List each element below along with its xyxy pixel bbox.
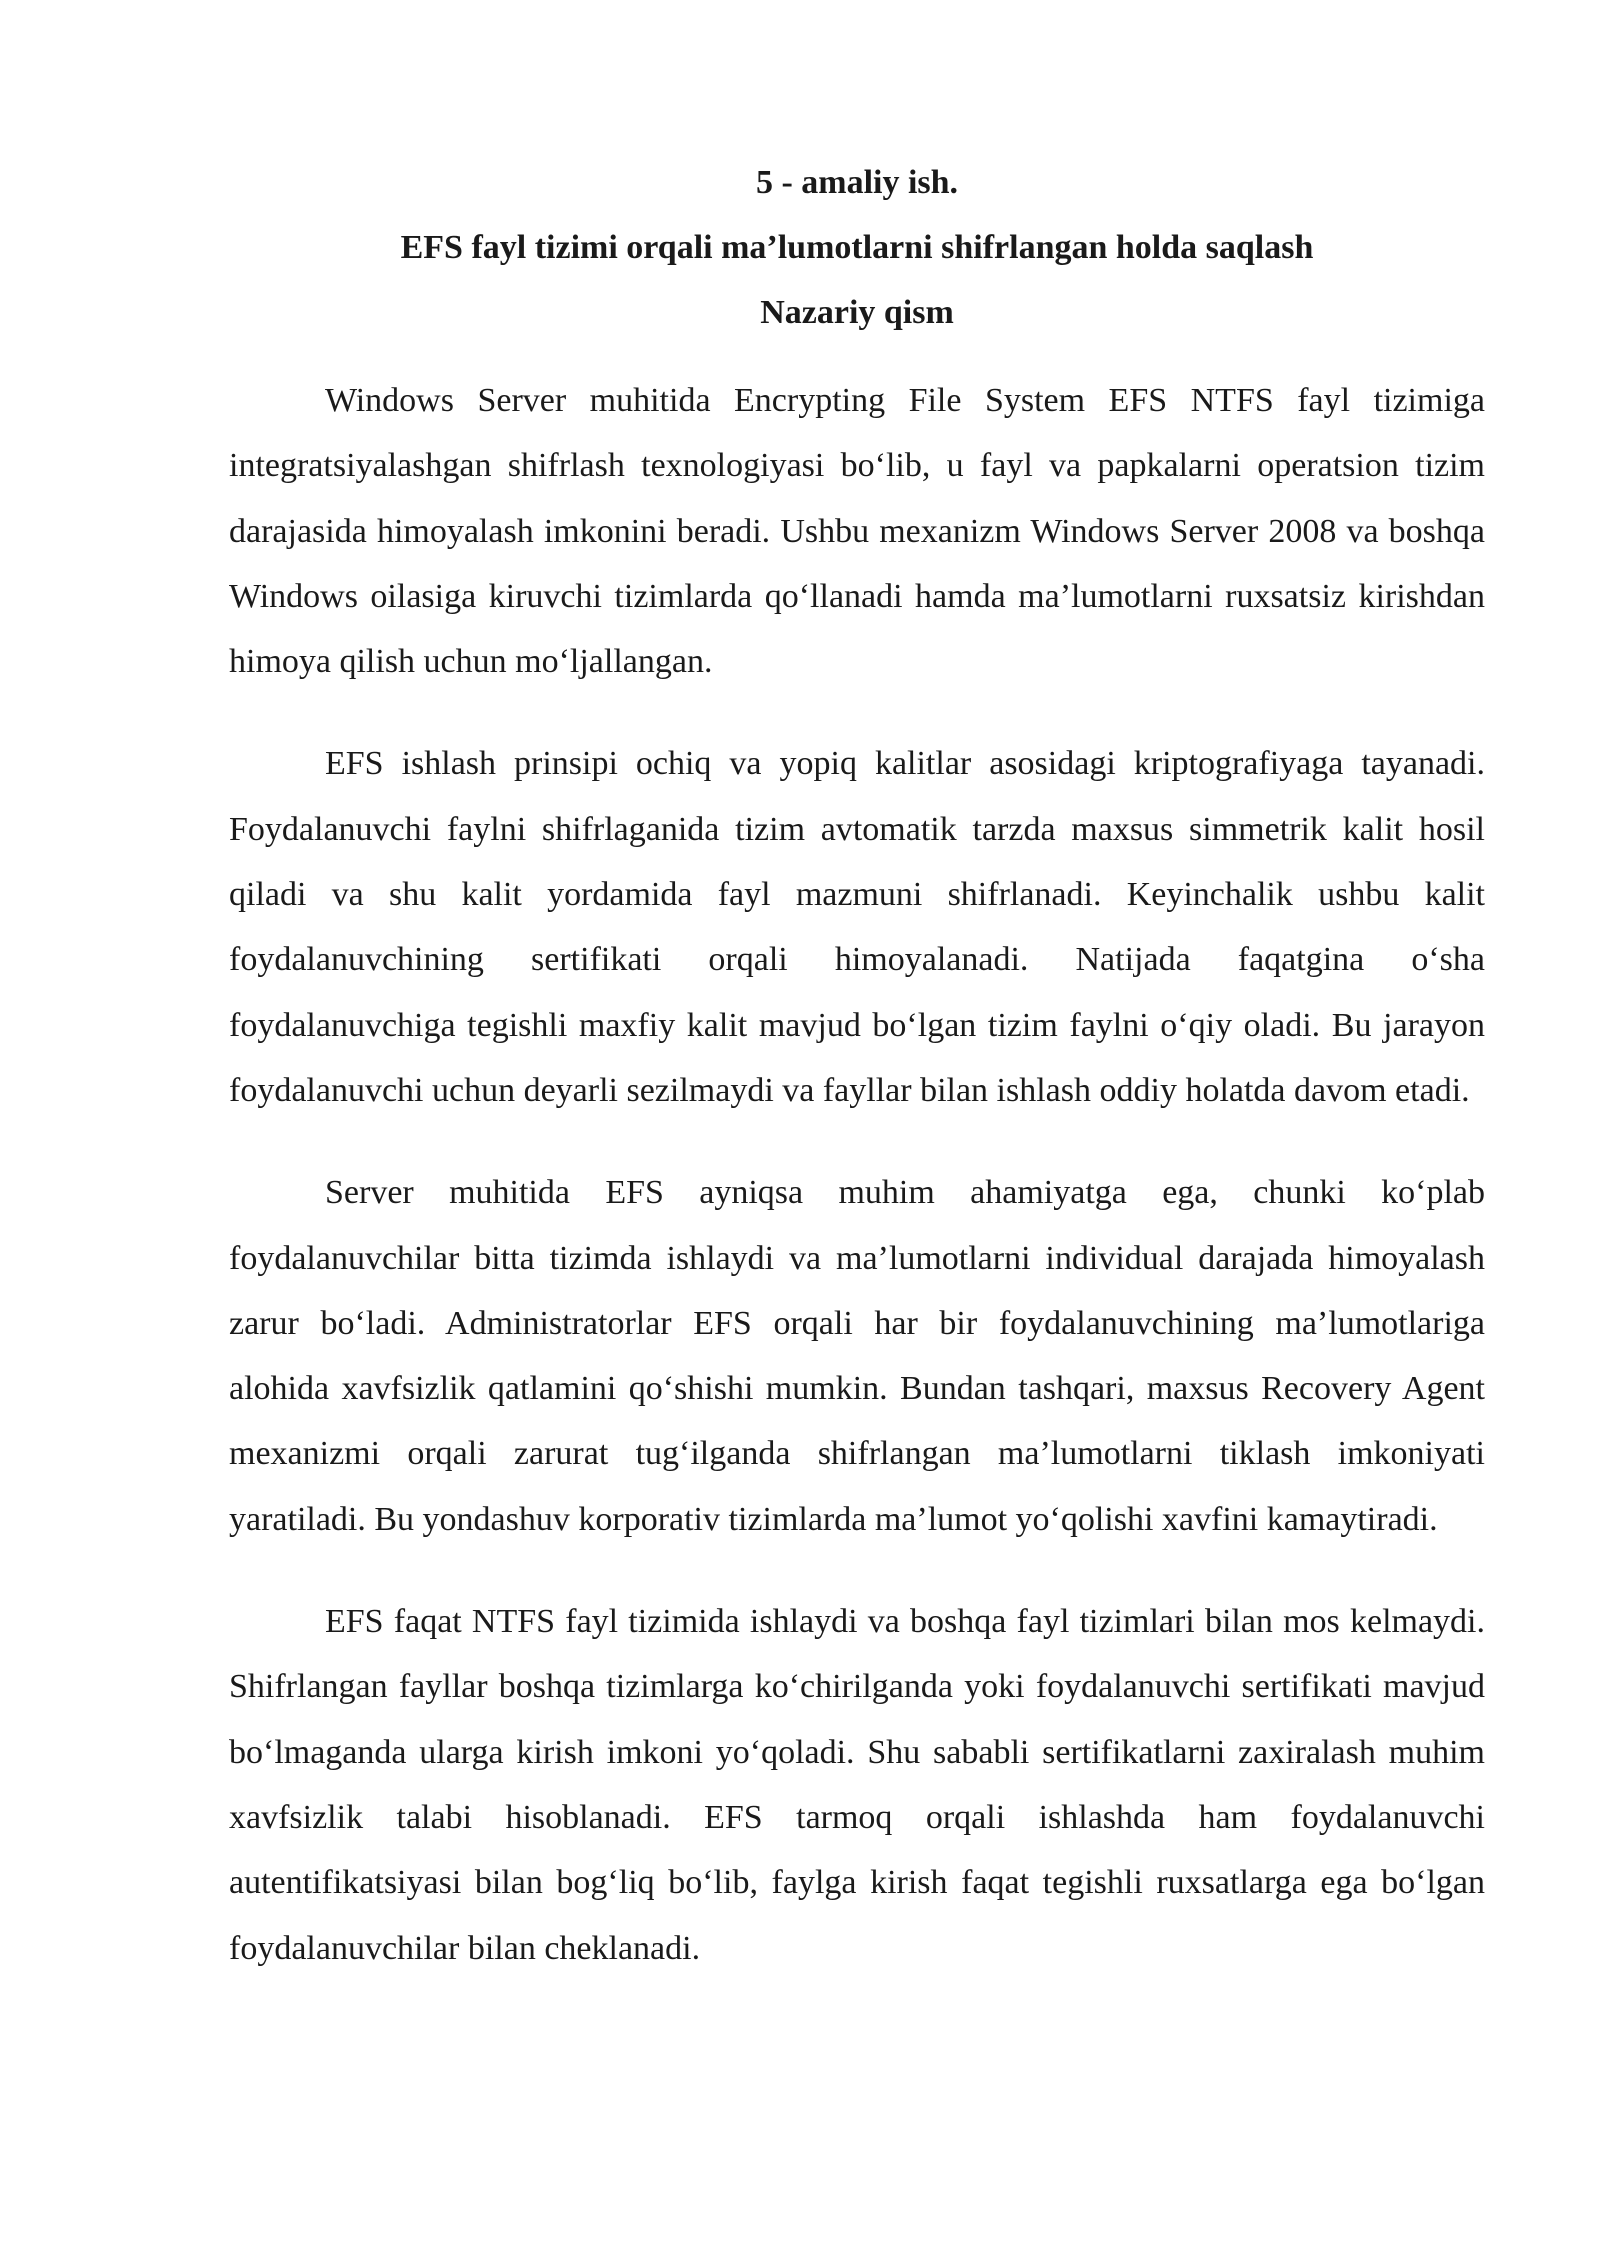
title-block [229,150,1485,345]
document-body [229,150,1485,2018]
section-heading: Nazariy qism [760,294,954,331]
paragraph: EFS faqat NTFS fayl tizimida ishlaydi va boshqa fayl tizimlari bilan mos kelmaydi. Shifrlangan fayllar boshqa tizimlarga ko‘chirilganda yoki foydalanuvchi sertifikati mavjud bo‘lmaganda ularga kirish imkoni yo‘qoladi. Shu sababli sertifikatlarni zaxiralash muhim xavfsizlik talabi hisoblanadi. EFS tarmoq orqali ishlashda ham foydalanuvchi autentifikatsiyasi bilan bog‘liq bo‘lib, faylga kirish faqat tegishli ruxsatlarga ega bo‘lgan foydalanuvchilar bilan cheklanadi. [229,1603,1485,1967]
paragraph: EFS ishlash prinsipi ochiq va yopiq kalitlar asosidagi kriptografiyaga tayanadi. Foydalanuvchi faylni shifrlaganida tizim avtomatik tarzda maxsus simmetrik kalit hosil qiladi va shu kalit yordamida fayl mazmuni shifrlanadi. Keyinchalik ushbu kalit foydalanuvchining sertifikati orqali himoyalanadi. Natijada faqatgina o‘sha foydalanuvchiga tegishli maxfiy kalit mavjud bo‘lgan tizim faylni o‘qiy oladi. Bu jarayon foydalanuvchi uchun deyarli sezilmaydi va fayllar bilan ishlash oddiy holatda davom etadi. [229,745,1485,1109]
document-title: EFS fayl tizimi orqali ma’lumotlarni shifrlangan holda saqlash [400,229,1314,266]
paragraph: Windows Server muhitida Encrypting File System EFS NTFS fayl tizimiga integratsiyalashgan shifrlash texnologiyasi bo‘lib, u fayl va papkalarni operatsion tizim darajasida himoyalash imkonini beradi. Ushbu mexanizm Windows Server 2008 va boshqa Windows oilasiga kiruvchi tizimlarda qo‘llanadi hamda ma’lumotlarni ruxsatsiz kirishdan himoya qilish uchun mo‘ljallangan. [229,382,1485,681]
paragraph: Server muhitida EFS ayniqsa muhim ahamiyatga ega, chunki ko‘plab foydalanuvchilar bitta tizimda ishlaydi va ma’lumotlarni individual darajada himoyalash zarur bo‘ladi. Administratorlar EFS orqali har bir foydalanuvchining ma’lumotlariga alohida xavfsizlik qatlamini qo‘shishi mumkin. Bundan tashqari, maxsus Recovery Agent mexanizmi orqali zarurat tug‘ilganda shifrlangan ma’lumotlarni tiklash imkoniyati yaratiladi. Bu yondashuv korporativ tizimlarda ma’lumot yo‘qolishi xavfini kamaytiradi. [229,1174,1485,1538]
practical-work-number: 5 - amaliy ish. [755,164,959,201]
